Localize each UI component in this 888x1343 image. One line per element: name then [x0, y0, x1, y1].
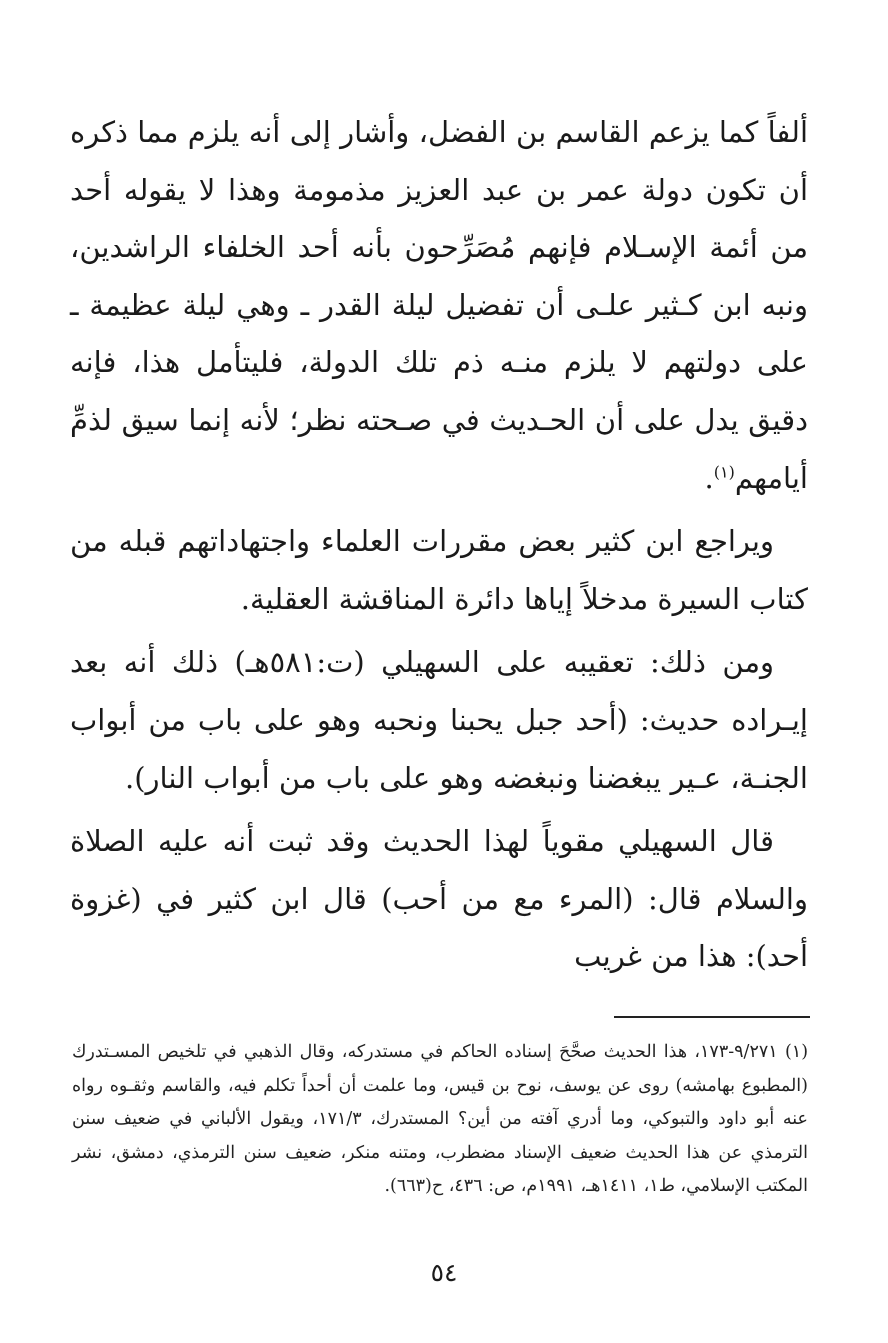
main-text [70, 104, 808, 986]
paragraph-1-end: . [704, 460, 714, 495]
page-number: ٥٤ [430, 1258, 458, 1287]
paragraph-3: ومن ذلك: تعقيبه على السهيلي (ت:٥٨١هـ) ذلك أنه بعد إيـراده حديث: (أحد جبل يحبنا ونحبه وهو على باب من أبواب الجنـة، عـير يبغضنا ونبغضه وهو على باب من أبواب النار). [70, 645, 808, 795]
footnote-separator [614, 1016, 810, 1018]
paragraph-2: ويراجع ابن كثير بعض مقررات العلماء واجتهاداتهم قبله من كتاب السيرة مدخلاً إياها دائرة المناقشة العقلية. [70, 524, 808, 616]
paragraph-1 [70, 104, 808, 507]
paragraph-4: قال السهيلي مقوياً لهذا الحديث وقد ثبت أنه عليه الصلاة والسلام قال: (المرء مع من أحب) قال ابن كثير في (غزوة أحد): هذا من غريب [70, 824, 808, 974]
footnote-reference-1[interactable]: (١) [713, 461, 735, 481]
footnote-1: (١) ٩/٢٧١-١٧٣، هذا الحديث صحَّحَ إسناده الحاكم في مستدركه، وقال الذهبي في تلخيص المسـتدرك (المطبوع بهامشه) روى عن يوسف، نوح بن قيس، وما علمت أن أحداً تكلم فيه، والقاسم وثقـوه رواه عنه أبو داود والتبوكي، وما أدري آفته من أين؟ المستدرك، ١٧١/٣، ويقول الألباني في ضعيف سنن الترمذي عن هذا الحديث ضعيف الإسناد مضطرب، ومتنه منكر، ضعيف سنن الترمذي، دمشق، نشر المكتب الإسلامي، ط١، ١٤١١هـ، ١٩٩١م، ص: ٤٣٦، ح(٦٦٣). [72, 1042, 809, 1196]
footnotes [72, 1036, 808, 1204]
paragraph-1-text: ألفاً كما يزعم القاسم بن الفضل، وأشار إلى أنه يلزم مما ذكره أن تكون دولة عمر بن عبد العزيز مذمومة وهذا لا يقوله أحد من أئمة الإسـلام فإنهم مُصَرِّحون بأنه أحد الخلفاء الراشدين، ونبه ابن كـثير علـى أن تفضيل ليلة القدر ـ وهي ليلة عظيمة ـ على دولتهم لا يلزم منـه ذم تلك الدولة، فليتأمل هذا، فإنه دقيق يدل على أن الحـديث في صـحته نظر؛ لأنه إنما سيق لذمِّ أيامهم [70, 115, 808, 495]
